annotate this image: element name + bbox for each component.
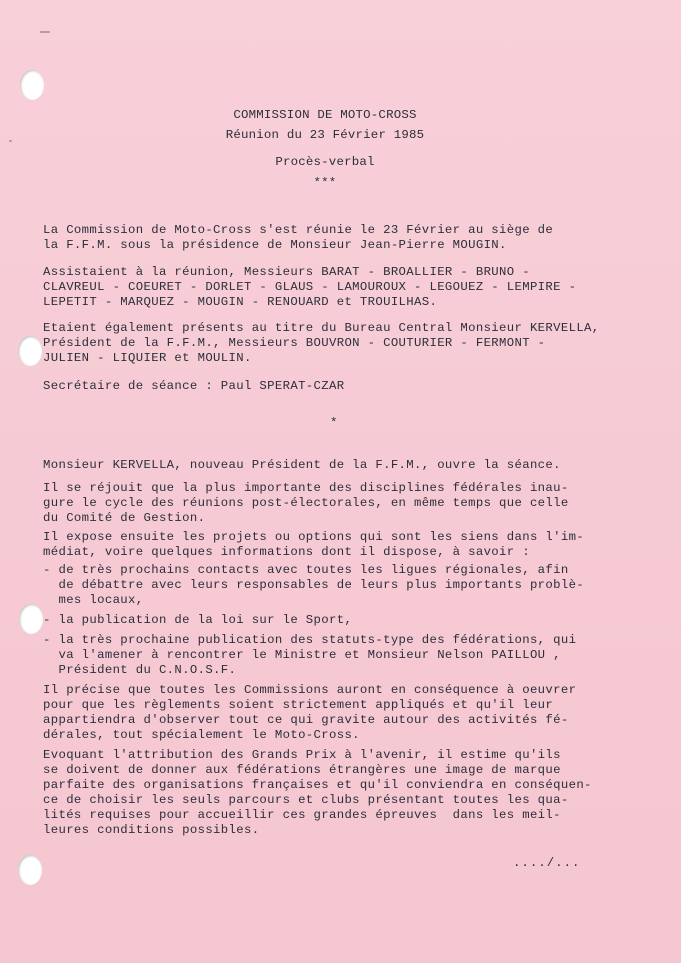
document-type: Procès-verbal [275,155,375,169]
section-separator: * [330,416,338,430]
intro-paragraph-line: La Commission de Moto-Cross s'est réunie le 23 Février au siège de [43,223,554,237]
bullet-line: - de très prochains contacts avec toutes les ligues régionales, afin [43,563,569,577]
body-paragraph-line: médiat, voire quelques informations dont il dispose, à savoir : [43,545,530,559]
continuation-mark: ..../... [513,856,581,870]
body-paragraph-line: appartiendra d'observer tout ce qui gravite autour des activités fé- [43,713,569,727]
body-paragraph-line: gure le cycle des réunions post-électorales, en même temps que celle [43,496,569,510]
body-paragraph-line: dérales, tout spécialement le Moto-Cross. [43,728,360,742]
bullet-line: - la très prochaine publication des statuts-type des fédérations, qui [43,633,577,647]
bullet-line: Président du C.N.O.S.F. [43,663,237,677]
commission-title: COMMISSION DE MOTO-CROSS [233,108,417,122]
bullet-line: va l'amener à rencontrer le Ministre et Monsieur Nelson PAILLOU , [43,648,561,662]
opening-line: Monsieur KERVELLA, nouveau Président de la F.F.M., ouvre la séance. [43,458,561,472]
punch-hole [20,70,44,100]
bureau-line: Président de la F.F.M., Messieurs BOUVRON - COUTURIER - FERMONT - [43,336,546,350]
body-paragraph-line: Evoquant l'attribution des Grands Prix à l'avenir, il estime qu'ils [43,748,561,762]
paper-speck [40,31,50,33]
bullet-line: mes locaux, [43,593,144,607]
bureau-line: Etaient également présents au titre du Bureau Central Monsieur KERVELLA, [43,321,600,335]
attendees-line: LEPETIT - MARQUEZ - MOUGIN - RENOUARD et TROUILHAS. [43,295,438,309]
header-stars: *** [313,176,337,190]
body-paragraph-line: Il se réjouit que la plus importante des disciplines fédérales inau- [43,481,569,495]
body-paragraph-line: du Comité de Gestion. [43,511,206,525]
attendees-line: Assistaient à la réunion, Messieurs BARAT - BROALLIER - BRUNO - [43,265,530,279]
punch-hole [18,855,42,885]
body-paragraph-line: ce de choisir les seuls parcours et clubs présentant toutes les qua- [43,793,569,807]
body-paragraph-line: leures conditions possibles. [43,823,260,837]
attendees-line: CLAVREUL - COEURET - DORLET - GLAUS - LAMOUROUX - LEGOUEZ - LEMPIRE - [43,280,577,294]
body-paragraph-line: lités requises pour accueillir ces grandes épreuves dans les meil- [43,808,561,822]
meeting-date: Réunion du 23 Février 1985 [225,128,425,142]
intro-paragraph-line: la F.F.M. sous la présidence de Monsieur Jean-Pierre MOUGIN. [43,238,507,252]
body-paragraph-line: se doivent de donner aux fédérations étrangères une image de marque [43,763,561,777]
body-paragraph-line: Il précise que toutes les Commissions auront en conséquence à oeuvrer [43,683,577,697]
bullet-line: de débattre avec leurs responsables de leurs plus importants problè- [43,578,585,592]
secretary-line: Secrétaire de séance : Paul SPERAT-CZAR [43,379,345,393]
punch-hole [18,336,42,366]
bullet-line: - la publication de la loi sur le Sport, [43,613,353,627]
bureau-line: JULIEN - LIQUIER et MOULIN. [43,351,252,365]
body-paragraph-line: pour que les règlements soient strictement appliqués et qu'il leur [43,698,554,712]
body-paragraph-line: Il expose ensuite les projets ou options qui sont les siens dans l'im- [43,530,585,544]
body-paragraph-line: parfaite des organisations françaises et qu'il conviendra en conséquen- [43,778,592,792]
punch-hole [19,604,43,634]
